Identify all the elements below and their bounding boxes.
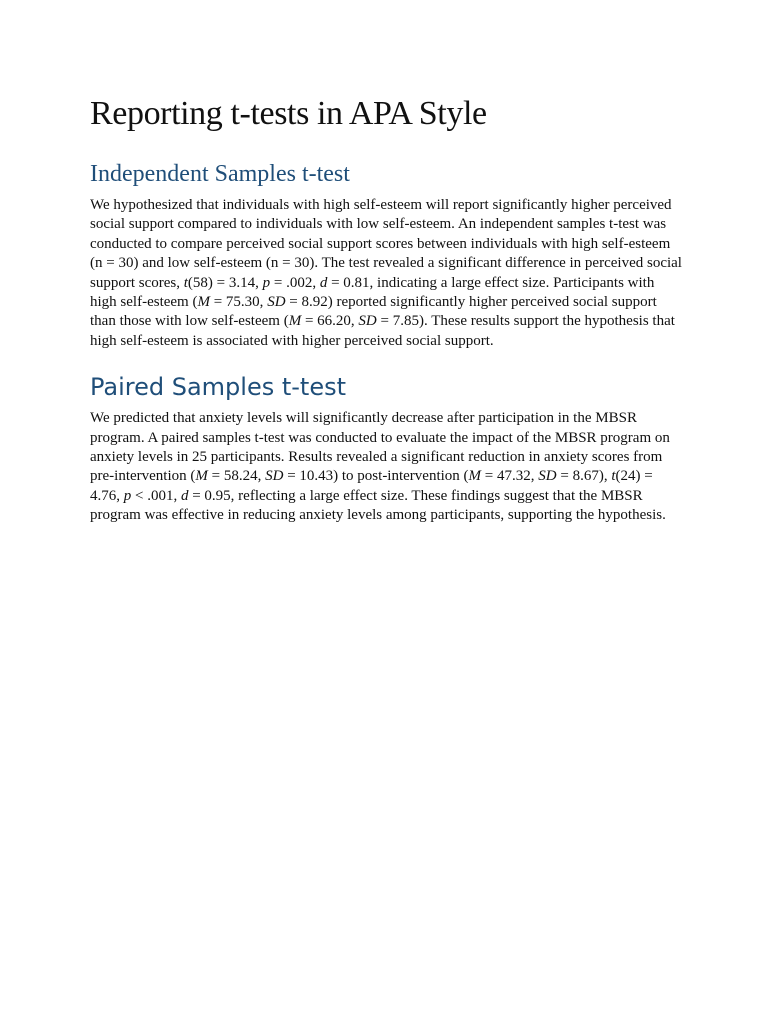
body-text: = 47.32,	[481, 468, 539, 485]
body-text: = 10.43) to post-intervention (	[283, 468, 469, 485]
statistic-symbol: SD	[267, 294, 286, 311]
document-page	[90, 94, 682, 526]
body-text: (58) = 3.14,	[187, 274, 263, 291]
body-text: = 66.20,	[301, 313, 359, 330]
statistic-symbol: t	[611, 468, 616, 485]
body-text: = 0.95, reflecting a large effect size. These findings suggest that the MBSR program was effective in reducing anxiety levels among participants, supporting the hypothesis.	[90, 487, 666, 524]
body-text: < .001,	[131, 487, 181, 504]
statistic-symbol: SD	[265, 468, 284, 485]
statistic-symbol: p	[262, 274, 271, 291]
page-title: Reporting t-tests in APA Style	[90, 95, 487, 132]
body-text: We predicted that anxiety levels will significantly decrease after participation in the MBSR program. A paired samples t-test was conducted to evaluate the impact of the MBSR program on anxiety levels in 25 participants. Results revealed a significant reduction in anxiety scores from pre-intervention (	[90, 410, 670, 485]
body-text: We hypothesized that individuals with high self-esteem will report significantly higher perceived social support compared to individuals with low self-esteem. An independent samples t-test was conducted to compare perceived social support scores between individuals with high self-esteem (n = 30) and low self-esteem (n = 30). The test revealed a significant difference in perceived social support scores,	[90, 197, 682, 291]
body-text: = 0.81, indicating a large effect size. Participants with high self-esteem (	[90, 274, 655, 311]
statistic-symbol: SD	[538, 468, 557, 485]
section-heading-paired: Paired Samples t-test	[90, 373, 347, 402]
body-text: = 75.30,	[209, 294, 268, 311]
statistic-symbol: p	[123, 487, 132, 504]
body-text: = 8.92) reported significantly higher perceived social support than those with low self-esteem (	[90, 294, 657, 330]
body-text: (24) = 4.76,	[90, 468, 653, 504]
statistic-symbol: M	[288, 313, 302, 330]
statistic-symbol: d	[319, 274, 328, 291]
body-text: = 7.85). These results support the hypothesis that high self-esteem is associated with higher perceived social support.	[90, 313, 675, 349]
body-text: = 58.24,	[207, 468, 266, 485]
statistic-symbol: M	[197, 294, 210, 311]
statistic-symbol: SD	[358, 313, 377, 330]
section-body-paired	[90, 409, 682, 525]
body-text: = 8.67),	[556, 468, 612, 485]
statistic-symbol: M	[195, 468, 208, 485]
statistic-symbol: M	[468, 468, 482, 485]
body-text: = .002,	[270, 274, 320, 291]
section-body-independent	[90, 196, 682, 351]
statistic-symbol: d	[180, 487, 189, 504]
statistic-symbol: t	[183, 274, 188, 291]
section-heading-independent: Independent Samples t-test	[90, 161, 350, 187]
